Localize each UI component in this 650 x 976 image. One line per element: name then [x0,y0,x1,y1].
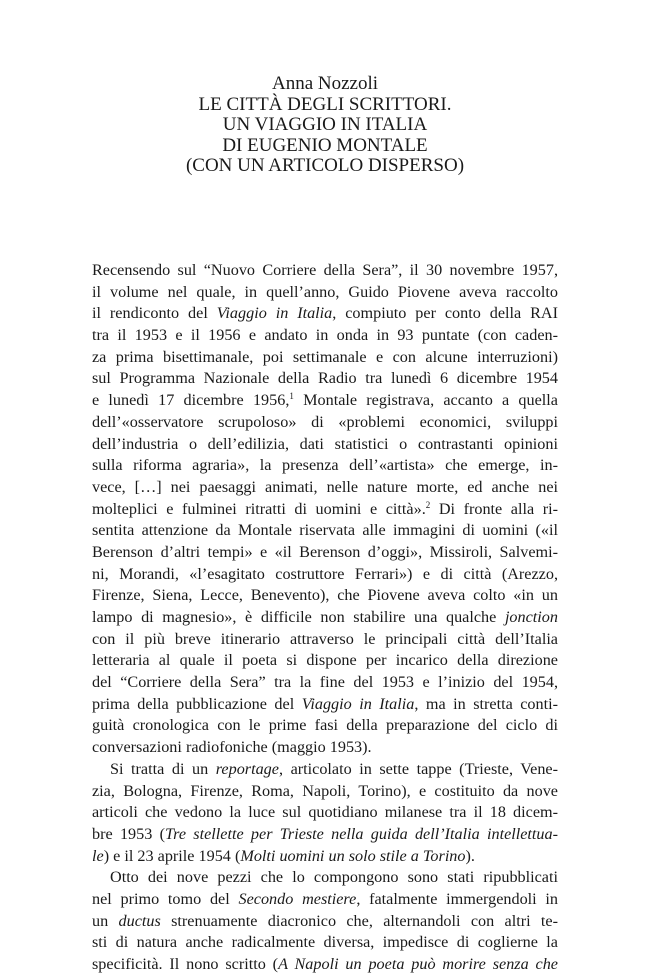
footnote-ref: 1 [289,391,294,402]
text-segment: bre 1953 ( [92,824,166,843]
text-segment: lampo di magnesio», è difficile non stabilire una qualche [92,608,505,626]
italic-text: Tre stellette per Trieste nella guida dell’Italia intellettua- [165,824,559,843]
text-line [92,564,558,586]
title-line: DI EUGENIO MONTALE [222,134,428,156]
text-segment: Si tratta di un [110,759,216,778]
text-segment: ) e il 23 aprile 1954 ( [103,846,241,865]
article-header [0,74,650,177]
text-line [92,412,558,434]
text-line [92,282,558,304]
text-line [92,629,558,651]
text-segment: Berenson d’altri tempi» e «il Berenson d’oggi», Missiroli, Salvemi- [92,542,558,561]
text-line [92,368,558,390]
text-segment: e lunedì 17 dicembre 1956, [92,391,290,410]
text-line [92,542,558,564]
text-line [92,520,558,542]
text-line [92,824,558,846]
text-segment: del “Corriere della Sera” tra la fine del 1953 e l’inizio del 1954, [92,673,558,692]
italic-text: reportage [215,759,279,778]
italic-text: jonction [504,608,558,626]
text-segment: dell’industria o dell’edilizia, dati statistici o contrastanti opinioni [92,434,558,453]
text-segment: , compiuto per conto della RAI [332,304,558,323]
text-segment: za prima bisettimanale, poi settimanale e con alcune interruzioni) [92,347,558,366]
author-name: Anna Nozzoli [271,73,379,94]
text-line [92,260,558,282]
text-segment: articoli che vedono la luce sul quotidiano milanese tra il 18 dicem- [92,803,558,822]
text-line [92,867,558,889]
text-segment: Recensendo sul “Nuovo Corriere della Sera”, il 30 novembre 1957, [92,261,558,279]
text-segment: dell’«osservatore scrupoloso» di «problemi economici, sviluppi [92,412,558,431]
text-segment: ni, Morandi, «l’esagitato costruttore Ferrari») e di città (Arezzo, [92,564,558,583]
footnote-ref: 2 [425,499,431,510]
title-line: LE CITTÀ DEGLI SCRITTORI. [198,93,452,115]
text-line [92,607,558,629]
text-segment: tra il 1953 e il 1956 e andato in onda in 93 puntate (con caden- [92,326,558,345]
text-segment: sti di natura anche radicalmente diversa, impedisce di coglierne la [92,933,558,952]
italic-text: Secondo mestiere [238,889,357,908]
text-segment: sentita attenzione da Montale riservata alle immagini di uomini («il [92,521,558,540]
title-line: UN VIAGGIO IN ITALIA [222,114,428,135]
text-line [92,650,558,672]
text-line [92,694,558,716]
text-segment: prima della pubblicazione del [92,694,302,713]
text-line [92,911,558,933]
text-line [92,477,558,499]
text-line [92,781,558,803]
text-line [92,737,558,759]
text-segment: Montale registrava, accanto a quella [293,391,558,410]
text-line [92,585,558,607]
text-line [92,672,558,694]
italic-text: Viaggio in Italia [216,304,333,323]
text-segment: , fatalmente immergendoli in [356,889,559,908]
text-segment: conversazioni radiofoniche (maggio 1953). [92,738,372,757]
text-line [92,434,558,456]
text-segment: molteplici e fulminei ritratti di uomini e città». [92,499,426,518]
text-line [92,802,558,824]
text-line [92,455,558,477]
text-segment: nel primo tomo del [92,889,239,908]
text-line [92,954,558,976]
title-line: (CON UN ARTICOLO DISPERSO) [185,155,465,176]
text-segment: zia, Bologna, Firenze, Roma, Napoli, Torino), e costituito da nove [92,781,558,800]
text-segment: specificità. Il nono scritto ( [92,955,279,973]
text-segment: un [92,911,119,930]
text-segment: vece, […] nei paesaggi animati, nelle nature morte, ed anche nei [92,477,558,496]
text-line [92,846,558,868]
text-line [92,390,558,412]
text-line [92,347,558,369]
text-segment: , articolato in sette tappe (Trieste, Vene- [278,759,558,778]
text-segment: , ma in stretta conti- [414,694,558,713]
text-line [92,325,558,347]
italic-text: ductus [118,911,161,930]
text-segment: sul Programma Nazionale della Radio tra lunedì 6 dicembre 1954 [92,369,558,388]
text-line [92,303,558,325]
text-segment: strenuamente diacronico che, alternandoli con altri te- [160,911,558,930]
text-line [92,932,558,954]
text-segment: ). [465,846,475,865]
text-line [92,889,558,911]
text-segment: il rendiconto del [92,304,217,323]
italic-text: le [92,846,104,865]
text-segment: letteraria al quale il poeta si dispone per incarico della direzione [92,651,558,670]
text-line [92,499,558,521]
italic-text: A Napoli un poeta può morire senza che [278,955,558,973]
italic-text: Viaggio in Italia [301,694,415,713]
text-line [92,715,558,737]
text-segment: con il più breve itinerario attraverso le principali città dell’Italia [92,629,558,648]
italic-text: Molti uomini un solo stile a Torino [240,846,466,865]
text-segment: Otto dei nove pezzi che lo compongono sono stati ripubblicati [110,868,558,887]
body-text [92,260,558,976]
text-segment: sulla riforma agraria», la presenza dell’«artista» che emerge, in- [92,456,558,475]
text-line [92,759,558,781]
text-segment: Di fronte alla ri- [430,499,559,518]
text-segment: Firenze, Siena, Lecce, Benevento), che Piovene aveva colto «in un [92,586,558,605]
text-segment: guità cronologica con le prime fasi della preparazione del ciclo di [92,716,558,735]
text-segment: il volume nel quale, in quell’anno, Guido Piovene aveva raccolto [92,282,558,301]
